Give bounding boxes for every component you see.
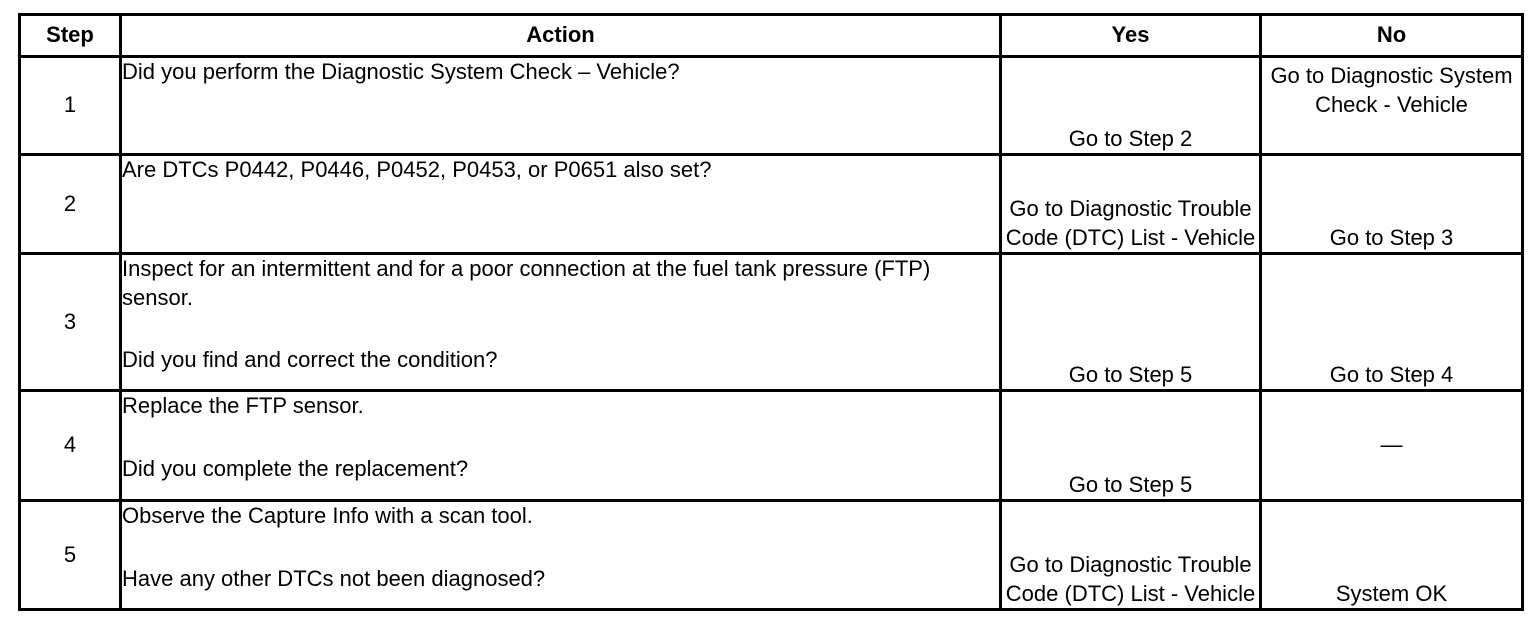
no-cell: Go to Step 4: [1261, 254, 1523, 391]
action-question: Have any other DTCs not been diagnosed?: [122, 565, 546, 591]
yes-cell: Go to Step 5: [1001, 254, 1261, 391]
step-number: 3: [20, 254, 121, 391]
step-number: 1: [20, 57, 121, 155]
table-row: [20, 155, 1523, 254]
no-cell: —: [1261, 391, 1523, 501]
table-row: [20, 57, 1523, 155]
no-cell: System OK: [1261, 501, 1523, 610]
table-row: [20, 254, 1523, 391]
no-cell: Go to Diagnostic System Check - Vehicle: [1261, 57, 1523, 155]
header-no: No: [1261, 15, 1523, 57]
action-text: Inspect for an intermittent and for a poor connection at the fuel tank pressure (FTP) sensor.: [122, 256, 931, 310]
action-cell: [121, 501, 1001, 610]
yes-cell: Go to Diagnostic Trouble Code (DTC) List - Vehicle: [1001, 501, 1261, 610]
yes-cell: Go to Step 5: [1001, 391, 1261, 501]
action-text: Did you perform the Diagnostic System Check – Vehicle?: [122, 59, 680, 84]
action-cell: [121, 254, 1001, 391]
header-step: Step: [20, 15, 121, 57]
spacer: [122, 421, 999, 455]
header-action: Action: [121, 15, 1001, 57]
header-row: [20, 15, 1523, 57]
table-row: [20, 501, 1523, 610]
yes-cell: Go to Step 2: [1001, 57, 1261, 155]
action-text: Replace the FTP sensor.: [122, 393, 364, 418]
action-cell: [121, 155, 1001, 254]
action-text: Observe the Capture Info with a scan tool.: [122, 503, 533, 528]
spacer: [122, 531, 999, 565]
spacer: [122, 312, 999, 346]
table-row: [20, 391, 1523, 501]
step-number: 4: [20, 391, 121, 501]
action-cell: [121, 57, 1001, 155]
action-cell: [121, 391, 1001, 501]
yes-cell: Go to Diagnostic Trouble Code (DTC) List - Vehicle: [1001, 155, 1261, 254]
action-question: Did you find and correct the condition?: [122, 347, 498, 372]
header-yes: Yes: [1001, 15, 1261, 57]
diagnostic-table: [18, 13, 1524, 611]
step-number: 5: [20, 501, 121, 610]
step-number: 2: [20, 155, 121, 254]
action-text: Are DTCs P0442, P0446, P0452, P0453, or P0651 also set?: [122, 157, 712, 182]
action-question: Did you complete the replacement?: [122, 455, 469, 481]
no-cell: Go to Step 3: [1261, 155, 1523, 254]
